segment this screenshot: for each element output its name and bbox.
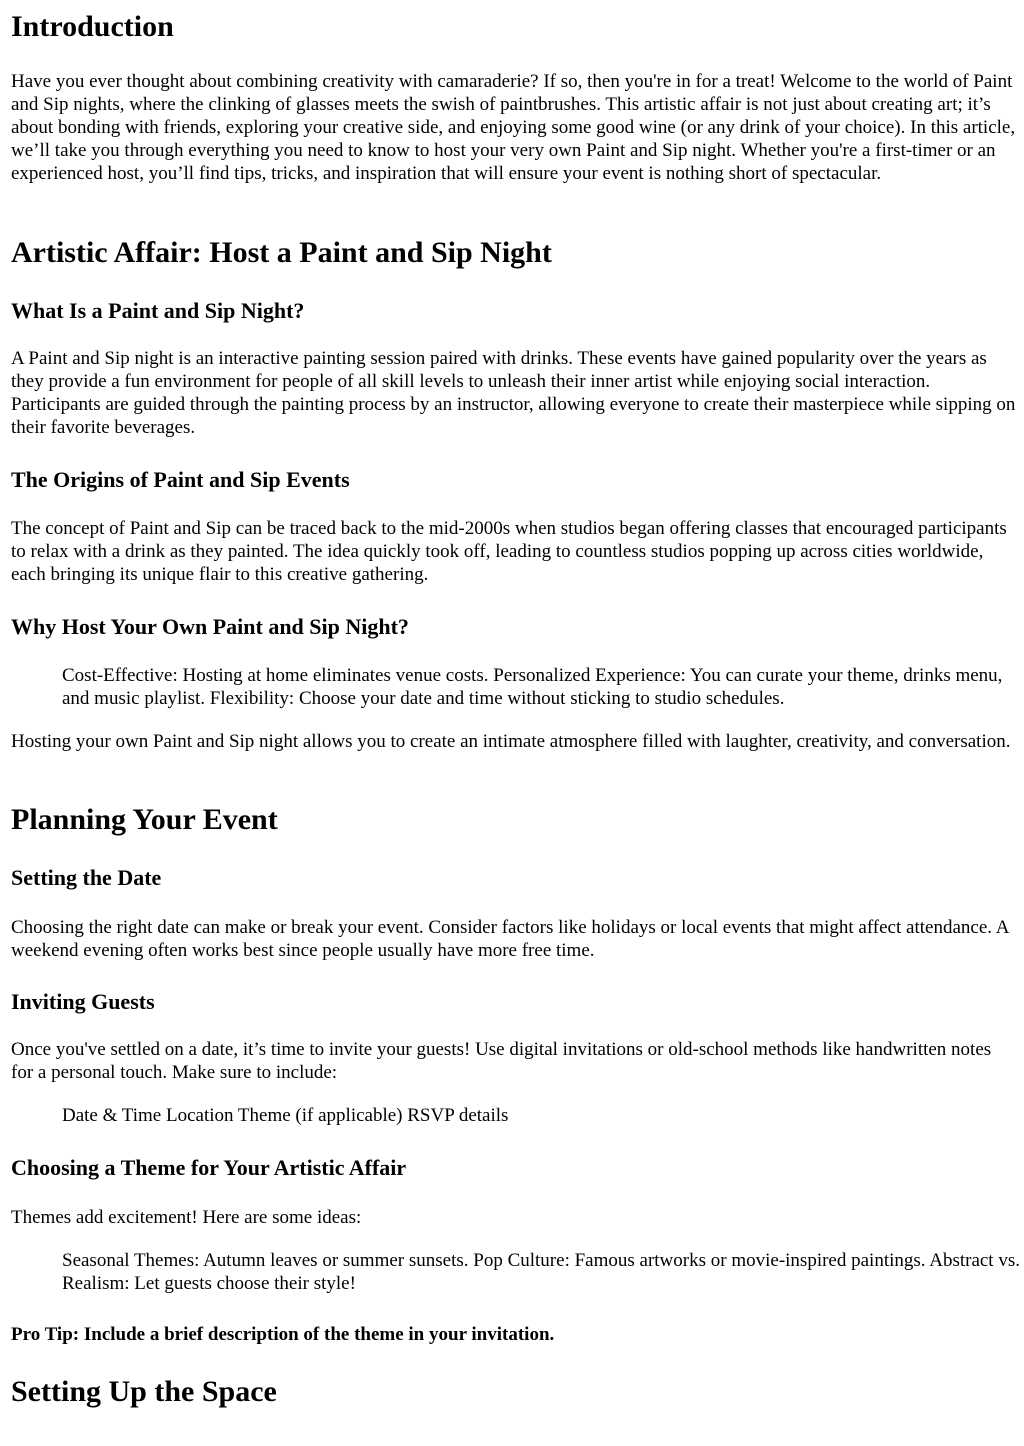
what-is-paragraph: A Paint and Sip night is an interactive painting session paired with drinks. These events have gained popularity over the years as they provide a fun environment for people of all skill levels to unleash their inner artist while enjoying social interaction. Participants are guided through the painting process by an instructor, allowing everyone to create their masterpiece while sipping on their favorite beverages.: [11, 348, 1016, 438]
why-host-paragraph: Hosting your own Paint and Sip night allows you to create an intimate atmosphere filled with laughter, creativity, and conversation.: [11, 731, 1011, 752]
section-heading-setting-up-space: Setting Up the Space: [11, 1375, 277, 1408]
theme-ideas-list: Seasonal Themes: Autumn leaves or summer sunsets. Pop Culture: Famous artworks or movie-inspired paintings. Abstract vs. Realism: Let guests choose their style!: [62, 1250, 1020, 1294]
why-host-list: Cost-Effective: Hosting at home eliminates venue costs. Personalized Experience: You can curate your theme, drinks menu, and music playlist. Flexibility: Choose your date and time without sticking to studio schedules.: [62, 665, 1003, 709]
subheading-inviting-guests: Inviting Guests: [11, 989, 155, 1014]
subheading-origins: The Origins of Paint and Sip Events: [11, 467, 350, 492]
section-heading-artistic-affair: Artistic Affair: Host a Paint and Sip Night: [11, 236, 552, 269]
subheading-what-is: What Is a Paint and Sip Night?: [11, 298, 305, 323]
invitation-details-list: Date & Time Location Theme (if applicable) RSVP details: [62, 1105, 509, 1126]
setting-date-paragraph: Choosing the right date can make or break your event. Consider factors like holidays or local events that might affect attendance. A weekend evening often works best since people usually have more free time.: [11, 917, 1009, 961]
inviting-guests-paragraph: Once you've settled on a date, it’s time to invite your guests! Use digital invitations or old-school methods like handwritten notes for a personal touch. Make sure to include:: [11, 1039, 992, 1083]
section-heading-introduction: Introduction: [11, 10, 174, 43]
subheading-setting-date: Setting the Date: [11, 865, 162, 890]
pro-tip: Pro Tip: Include a brief description of the theme in your invitation.: [11, 1324, 555, 1345]
introduction-paragraph: Have you ever thought about combining creativity with camaraderie? If so, then you're in for a treat! Welcome to the world of Paint and Sip nights, where the clinking of glasses meets the swish of paintbrushes. This artistic affair is not just about creating art; it’s about bonding with friends, exploring your creative side, and enjoying some good wine (or any drink of your choice). In this article, we’ll take you through everything you need to know to host your very own Paint and Sip night. Whether you're a first-timer or an experienced host, you’ll find tips, tricks, and inspiration that will ensure your event is nothing short of spectacular.: [11, 71, 1016, 184]
theme-paragraph: Themes add excitement! Here are some ideas:: [11, 1207, 362, 1228]
subheading-choosing-theme: Choosing a Theme for Your Artistic Affair: [11, 1155, 407, 1180]
subheading-why-host: Why Host Your Own Paint and Sip Night?: [11, 614, 409, 639]
section-heading-planning: Planning Your Event: [11, 803, 278, 836]
origins-paragraph: The concept of Paint and Sip can be traced back to the mid-2000s when studios began offering classes that encouraged participants to relax with a drink as they painted. The idea quickly took off, leading to countless studios popping up across cities worldwide, each bringing its unique flair to this creative gathering.: [11, 518, 1007, 585]
